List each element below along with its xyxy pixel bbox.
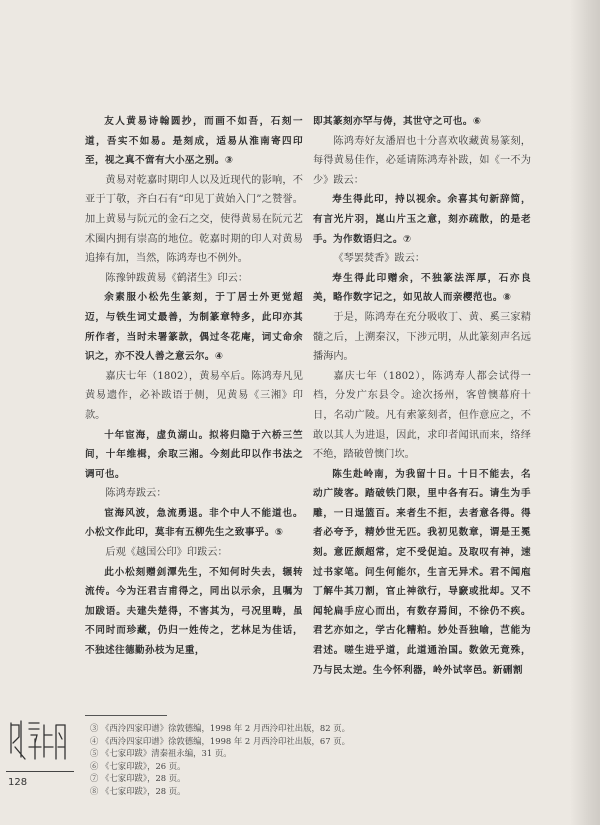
- paragraph: 友人黄易诗翰圆抄，而画不如吾，石刻一道，吾实不如易。是刻成，适易从淮南寄四印至，视之真不啻有大小巫之别。③: [85, 116, 303, 167]
- journal-logo: [7, 717, 69, 765]
- right-text-column: [313, 112, 531, 680]
- paragraph: 嘉庆七年（1802），黄易卒后。陈鸿寿凡见黄易遗作，必补跋语于侧，见黄易《三湘》印款。: [85, 370, 303, 421]
- paragraph: 寿生得此印，持以视余。余喜其句新辞简，有言光片羽，崑山片玉之意，刻亦疏散，的是老手。为作数语归之。⑦: [313, 194, 531, 245]
- paragraph: 宦海风波，急流勇退。非个中人不能道也。小松文作此印，莫非有五柳先生之致事乎。⑤: [85, 507, 303, 539]
- footnote: ④ 《西泠四家印谱》徐敦德编，1998 年 2 月西泠印社出版，67 页。: [90, 735, 350, 746]
- footnotes: [90, 722, 350, 798]
- paragraph: 后观《越国公印》印跋云：: [105, 547, 228, 559]
- footnote: ⑤ 《七家印跋》清秦祖永编，31 页。: [90, 748, 232, 759]
- paragraph: 寿生得此印赠余，不独篆法浑厚，石亦良美，略作数字记之，如见故人而亲樱范也。⑧: [313, 272, 531, 304]
- paragraph: 陈生赴岭南，为我留十日。十日不能去，名动广陵客。踏破铁门限，里中各有石。请生为手雕，一日逞篮百。来者生不拒，去者意各得。得者必夸予，精妙世无匹。我初见数章，谓是王冕刻。意匠颇超常，定不受促迫。及取叹有神，速过书家笔。问生何能尔，生言无异术。君不闻庖丁解牛其刀割，官止神欲行，导窾或批却。又不闻轮扁手应心而出，有数存焉间，不徐仍不疾。君艺亦如之，学古化糟粕。妙处吾独喻，芑能为君述。嗟生进乎道，此道通治国。数敛无竟殊，乃与民太逆。生今怀利器，岭外试宰邑。新硎割: [313, 468, 531, 676]
- footnote: ③ 《西泠四家印谱》徐敦德编，1998 年 2 月西泠印社出版，82 页。: [90, 723, 350, 733]
- paragraph: 十年宦海，虚负湖山。拟将归隐于六桥三竺间，十年维楫，余取三湘。今刻此印以作书法之调可也。: [85, 429, 303, 480]
- footnote: ⑧ 《七家印跋》，28 页。: [90, 785, 186, 796]
- paragraph: 于是，陈鸿寿在充分吸收丁、黄、奚三家精髓之后，上溯秦汉，下涉元明，从此篆刻声名远播海内。: [313, 311, 531, 363]
- paragraph: 此小松刻赠剑潭先生，不知何时失去，辗转流传。今为汪君吉甫得之，同出以示余，且嘱为加跋语。夫建失楚得，不害其为，弓况里畴，虽不同时而珍藏，仍归一姓传之，艺林足为佳话，不独述往德勤孙枝为足重，: [85, 566, 303, 657]
- footnote: ⑥ 《七家印跋》，26 页。: [90, 760, 186, 771]
- left-text-column: [85, 112, 303, 661]
- paragraph: 陈豫钟跋黄易《鹤渚生》印云：: [105, 272, 249, 284]
- paragraph: 黄易对乾嘉时期印人以及近现代的影响，不亚于丁敬，齐白石有“印见丁黄始入门”之赞誉。加上黄易与阮元的金石之交，使得黄易在阮元艺术圈内拥有崇高的地位。乾嘉时期的印人对黄易追捧有加，当然，陈鸿寿也不例外。: [85, 174, 303, 265]
- page-spine-shadow: [570, 0, 600, 825]
- paragraph: 《琴罢焚香》跋云：: [333, 253, 426, 265]
- paragraph: 即其篆刻亦罕与俦，其世守之可也。⑥: [313, 116, 482, 127]
- paragraph: 陈鸿寿跋云：: [105, 488, 167, 500]
- footnote: ⑦ 《七家印跋》，28 页。: [90, 773, 186, 784]
- page-number: 128: [8, 777, 28, 788]
- paragraph: 陈鸿寿好友潘眉也十分喜欢收藏黄易篆刻，每得黄易佳作，必延请陈鸿寿补跋，如《一不为少》跋云：: [313, 135, 531, 186]
- page-number-rule: [6, 771, 74, 772]
- footnote-divider: [85, 715, 167, 716]
- paragraph: 余素服小松先生篆刻，于丁居士外更觉超迈，与铁生词丈最善，为制篆章特多，此印亦其所作者，当时未署篆款，偶过冬花庵，词丈命余识之，亦不没人善之意云尔。④: [85, 292, 303, 363]
- paragraph: 嘉庆七年（1802），陈鸿寿人都会试得一档，分发广东县令。途次扬州，客曾懊幕府十日，名动广陵。凡有索篆刻者，但作意应之，不敢以其人为进退，因此，求印者闻讯而来，络绎不绝，踏破曾懊门坎。: [313, 370, 531, 461]
